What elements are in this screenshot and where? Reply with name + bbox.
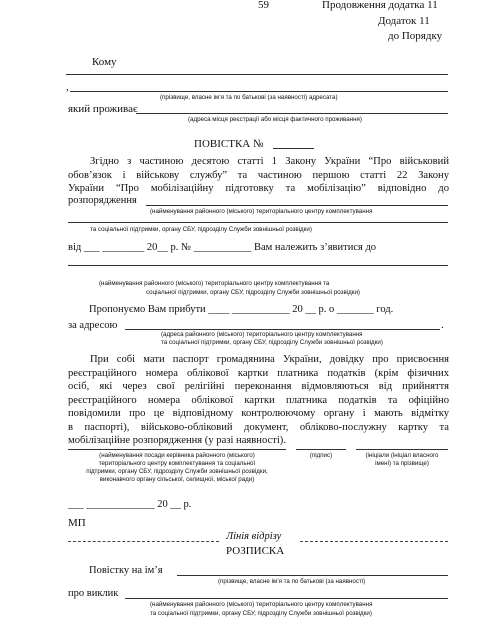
continuation-note: Продовження додатка 11 [322,0,438,11]
receipt-call-hint-2: та соціальної підтримки, органу СБУ, підрозділу Служби зовнішньої розвідки) [150,610,372,617]
address-label: за адресою [68,320,118,331]
receipt-call-line [125,598,448,599]
notice-number-line [273,148,314,149]
receipt-notice-to-label: Повістку на ім’я [89,565,163,576]
initials-hint-1: (ініціали (ініціал власного [365,452,439,459]
order-hint-2: та соціальної підтримки, органу СБУ, підрозділу Служби зовнішньої розвідки) [90,226,312,233]
signature-hint: (підпис) [309,452,333,459]
receipt-title: РОЗПИСКА [226,545,285,557]
address-line [136,113,448,114]
signature-date-line: ___ _____________ 20 __ р. [68,499,192,510]
arrival-address-hint-2: та соціальної підтримки, органу СБУ, підрозділу Служби зовнішньої розвідки) [161,339,383,346]
arrival-time-line: Пропонуємо Вам прибути ____ ___________ 20 __ р. о _______ год. [89,304,394,315]
address-hint: (адреса місця реєстрації або місця фактичного проживання) [188,116,362,123]
required-documents-paragraph: При собі мати паспорт громадянина України, довідку про присвоєння реєстраційного номера облікової картки платника податків (крім фізичних осіб, які через свої релігійні переконання відмовляються від прийняття реєстраційного номера облікової картки платника податків та офіційно повідомили про це відповідному контролюючому органу і мають відмітку в паспорті), військово-обліковий документ, обліково-послужну картку та мобілізаційне розпорядження (у разі наявності). [68,354,449,446]
signature-line [296,449,346,450]
arrival-address-line [125,329,440,330]
order-date-line: від ___ ________ 20__ р. № ___________ Вам належить з’явитися до [68,242,377,253]
initials-line [356,449,448,450]
position-line [68,449,286,450]
tear-line-label: Лінія відрізу [226,531,282,542]
receipt-name-hint: (прізвище, власне ім’я та по батькові (за наявності) [218,578,366,585]
stamp-label: МП [68,517,86,529]
recipient-name-line [66,74,448,75]
order-line-2 [68,222,448,223]
position-hint-3: підтримки, органу СБУ, підрозділу Служби зовнішньої розвідки, [86,468,268,475]
notice-title: ПОВІСТКА № [194,138,264,150]
receipt-call-hint-1: (найменування районного (міського) територіального центру комплектування [150,601,373,608]
recipient-name-hint: (прізвище, власне ім’я та по батькові (за наявності) адресата) [160,94,338,101]
tear-line-right [300,541,448,542]
page-number: 59 [258,0,269,11]
position-hint-2: територіального центру комплектування та соціальної [98,460,256,467]
to-label: Кому [92,56,117,68]
initials-hint-2: імені) та прізвище) [375,460,429,467]
arrival-address-hint-1: (адреса районного (міського) територіального центру комплектування [161,331,363,338]
position-hint-1: (найменування посади керівника районного (міського) [99,452,255,459]
order-reference: до Порядку [388,30,443,42]
legal-basis-paragraph: Згідно з частиною десятою статті 1 Закону України “Про військовий обов’язок і військову службу” та частиною першою статті 22 Закону України “Про мобілізаційну підготовку та мобілізацію” відповідно до [68,156,449,194]
order-line [146,205,448,206]
recipient-name-line-2 [70,91,448,92]
order-hint-1: (найменування районного (міського) територіального центру комплектування [150,208,373,215]
report-body-hint-1: (найменування районного (міського) територіального центру комплектування та [99,280,330,287]
appendix-label: Додаток 11 [378,15,430,27]
order-label: розпорядження [68,195,137,206]
resides-label: який проживає [68,103,138,115]
receipt-call-label: про виклик [68,588,119,599]
position-hint-4: виконавчого органу сільської, селищної, міської ради) [99,476,255,483]
receipt-name-line [177,575,448,576]
report-to-line [68,265,448,266]
tear-line-left [68,541,219,542]
report-body-hint-2: соціальної підтримки, органу СБУ, підрозділу Служби зовнішньої розвідки) [146,289,360,296]
